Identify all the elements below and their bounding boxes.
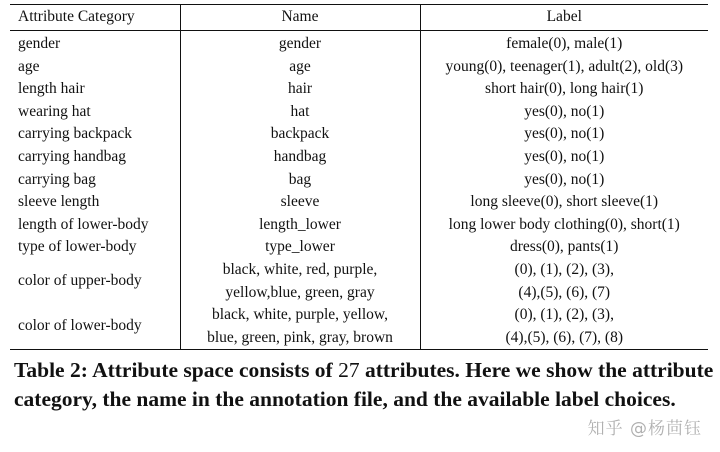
cell-category: wearing hat: [10, 101, 180, 124]
cell-name: backpack: [180, 123, 420, 146]
table-row: [10, 169, 708, 192]
cell-category: carrying bag: [10, 169, 180, 192]
table-row: [10, 191, 708, 214]
cell-label: dress(0), pants(1): [510, 238, 619, 256]
zhihu-watermark: 知乎 @杨茴钰: [587, 419, 702, 439]
cell-label: (4),(5), (6), (7): [518, 283, 611, 301]
cell-category: carrying handbag: [10, 146, 180, 169]
cell-name: age: [180, 56, 420, 79]
cell-name: hat: [180, 101, 420, 124]
cell-label: yes(0), no(1): [524, 125, 605, 143]
attribute-table-container: [10, 4, 708, 350]
table-row-color-lower: [10, 304, 708, 327]
cell-label: yes(0), no(1): [524, 102, 605, 120]
cell-name: length_lower: [180, 214, 420, 237]
caption-part-2: attributes. Here we show the attribute category, the name in the annotation file, and the available label choices.: [14, 358, 714, 411]
cell-name: blue, green, pink, gray, brown: [180, 327, 420, 350]
cell-label: short hair(0), long hair(1): [485, 80, 644, 98]
cell-name: bag: [180, 169, 420, 192]
cell-category: length hair: [10, 78, 180, 101]
cell-label: female(0), male(1): [506, 35, 623, 52]
header-label: Label: [420, 5, 708, 31]
table-row: [10, 123, 708, 146]
cell-label: yes(0), no(1): [524, 147, 605, 165]
attribute-table: [10, 4, 708, 350]
header-attribute-category: Attribute Category: [10, 5, 180, 31]
cell-label: young(0), teenager(1), adult(2), old(3): [445, 57, 684, 75]
cell-name: yellow,blue, green, gray: [180, 282, 420, 305]
cell-label: long sleeve(0), short sleeve(1): [470, 193, 659, 211]
cell-label: yes(0), no(1): [524, 170, 605, 188]
cell-name: type_lower: [180, 236, 420, 259]
cell-label: (0), (1), (2), (3),: [514, 260, 614, 278]
cell-category: type of lower-body: [10, 236, 180, 259]
table-row: [10, 78, 708, 101]
cell-category: age: [10, 56, 180, 79]
cell-name: sleeve: [180, 191, 420, 214]
cell-category: gender: [10, 31, 180, 56]
cell-name: hair: [180, 78, 420, 101]
caption-number: 27: [338, 358, 360, 382]
table-row: [10, 101, 708, 124]
cell-category: color of lower-body: [10, 304, 180, 350]
table-row-color-upper: [10, 259, 708, 282]
caption-part-1: Table 2: Attribute space consists of: [14, 358, 339, 382]
table-caption: [14, 356, 714, 414]
cell-category: length of lower-body: [10, 214, 180, 237]
cell-category: sleeve length: [10, 191, 180, 214]
cell-category: color of upper-body: [10, 259, 180, 304]
table-row: [10, 236, 708, 259]
table-row: [10, 31, 708, 56]
cell-category: carrying backpack: [10, 123, 180, 146]
table-header-row: [10, 5, 708, 31]
cell-name: gender: [180, 31, 420, 56]
cell-name: handbag: [180, 146, 420, 169]
table-row: [10, 214, 708, 237]
table-row: [10, 56, 708, 79]
cell-label: (0), (1), (2), (3),: [514, 306, 614, 324]
cell-label: long lower body clothing(0), short(1): [448, 215, 680, 233]
cell-label: (4),(5), (6), (7), (8): [420, 327, 708, 350]
header-name: Name: [180, 5, 420, 31]
cell-name: black, white, red, purple,: [180, 259, 420, 282]
table-row: [10, 146, 708, 169]
cell-name: black, white, purple, yellow,: [180, 304, 420, 327]
